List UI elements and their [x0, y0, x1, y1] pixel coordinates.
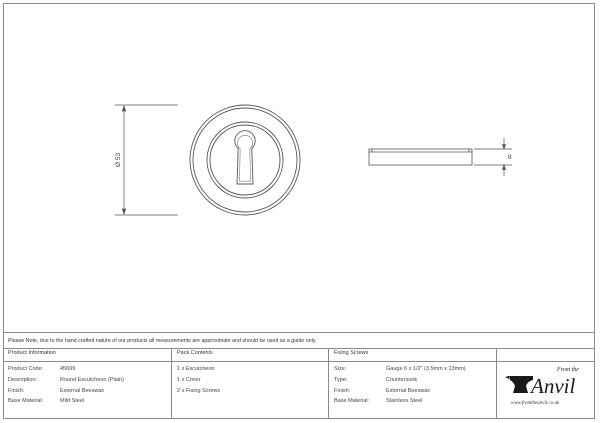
description-label: Description:	[8, 377, 38, 383]
pack-item: 1 x Cover	[177, 377, 201, 383]
screw-size-label: Size:	[334, 366, 347, 372]
escutcheon-side-view	[369, 149, 472, 165]
screw-type-label: Type:	[334, 377, 348, 383]
anvil-icon	[505, 376, 533, 393]
fixing-screws-heading: Fixing Screws	[334, 350, 369, 356]
screw-finish-label: Finish:	[334, 388, 351, 394]
product-code-value: 45699	[60, 366, 76, 372]
from-the-anvil-logo	[505, 364, 590, 410]
table-header-divider	[3, 361, 595, 362]
column-divider-2	[328, 348, 329, 419]
diameter-label: Ø 53	[115, 152, 122, 168]
column-divider-1	[171, 348, 172, 419]
screw-material-label: Base Material:	[334, 398, 370, 404]
logo-url: www.fromtheanvil.co.uk	[511, 401, 560, 406]
note-divider-top	[3, 332, 595, 333]
escutcheon-front-view	[190, 105, 300, 215]
screw-material-value: Stainless Steel	[386, 398, 423, 404]
screw-size-value: Gauge 6 x 1/2" (3.5mm x 13mm)	[386, 366, 466, 372]
disclaimer-note: Please Note, due to the hand crafted nature of our products all measurements are approximate and should be used as a guide only.	[8, 338, 317, 344]
product-code-label: Product Code:	[8, 366, 44, 372]
logo-from-the: From the	[557, 367, 579, 373]
screw-finish-value: External Beeswax	[386, 388, 431, 394]
pack-contents-heading: Pack Contents	[177, 350, 213, 356]
base-material-label: Base Material:	[8, 398, 44, 404]
pack-item: 2 x Fixing Screws	[177, 388, 221, 394]
description-value: Round Escutcheon (Plain)	[60, 377, 124, 383]
keyhole-inner	[237, 135, 252, 181]
keyhole-shape	[235, 131, 255, 184]
logo-brand: Anvil	[531, 374, 576, 398]
finish-label: Finish:	[8, 388, 25, 394]
height-label: 8	[508, 154, 512, 161]
diameter-dimension	[115, 105, 178, 215]
screw-type-value: Countersunk	[386, 377, 418, 383]
column-divider-3	[496, 348, 497, 419]
base-material-value: Mild Steel	[60, 398, 85, 404]
height-dimension	[474, 138, 512, 176]
note-divider-bottom	[3, 348, 595, 349]
pack-item: 1 x Escutcheon	[177, 366, 215, 372]
product-info-heading: Product Information	[8, 350, 56, 356]
finish-value: External Beeswax	[60, 388, 105, 394]
